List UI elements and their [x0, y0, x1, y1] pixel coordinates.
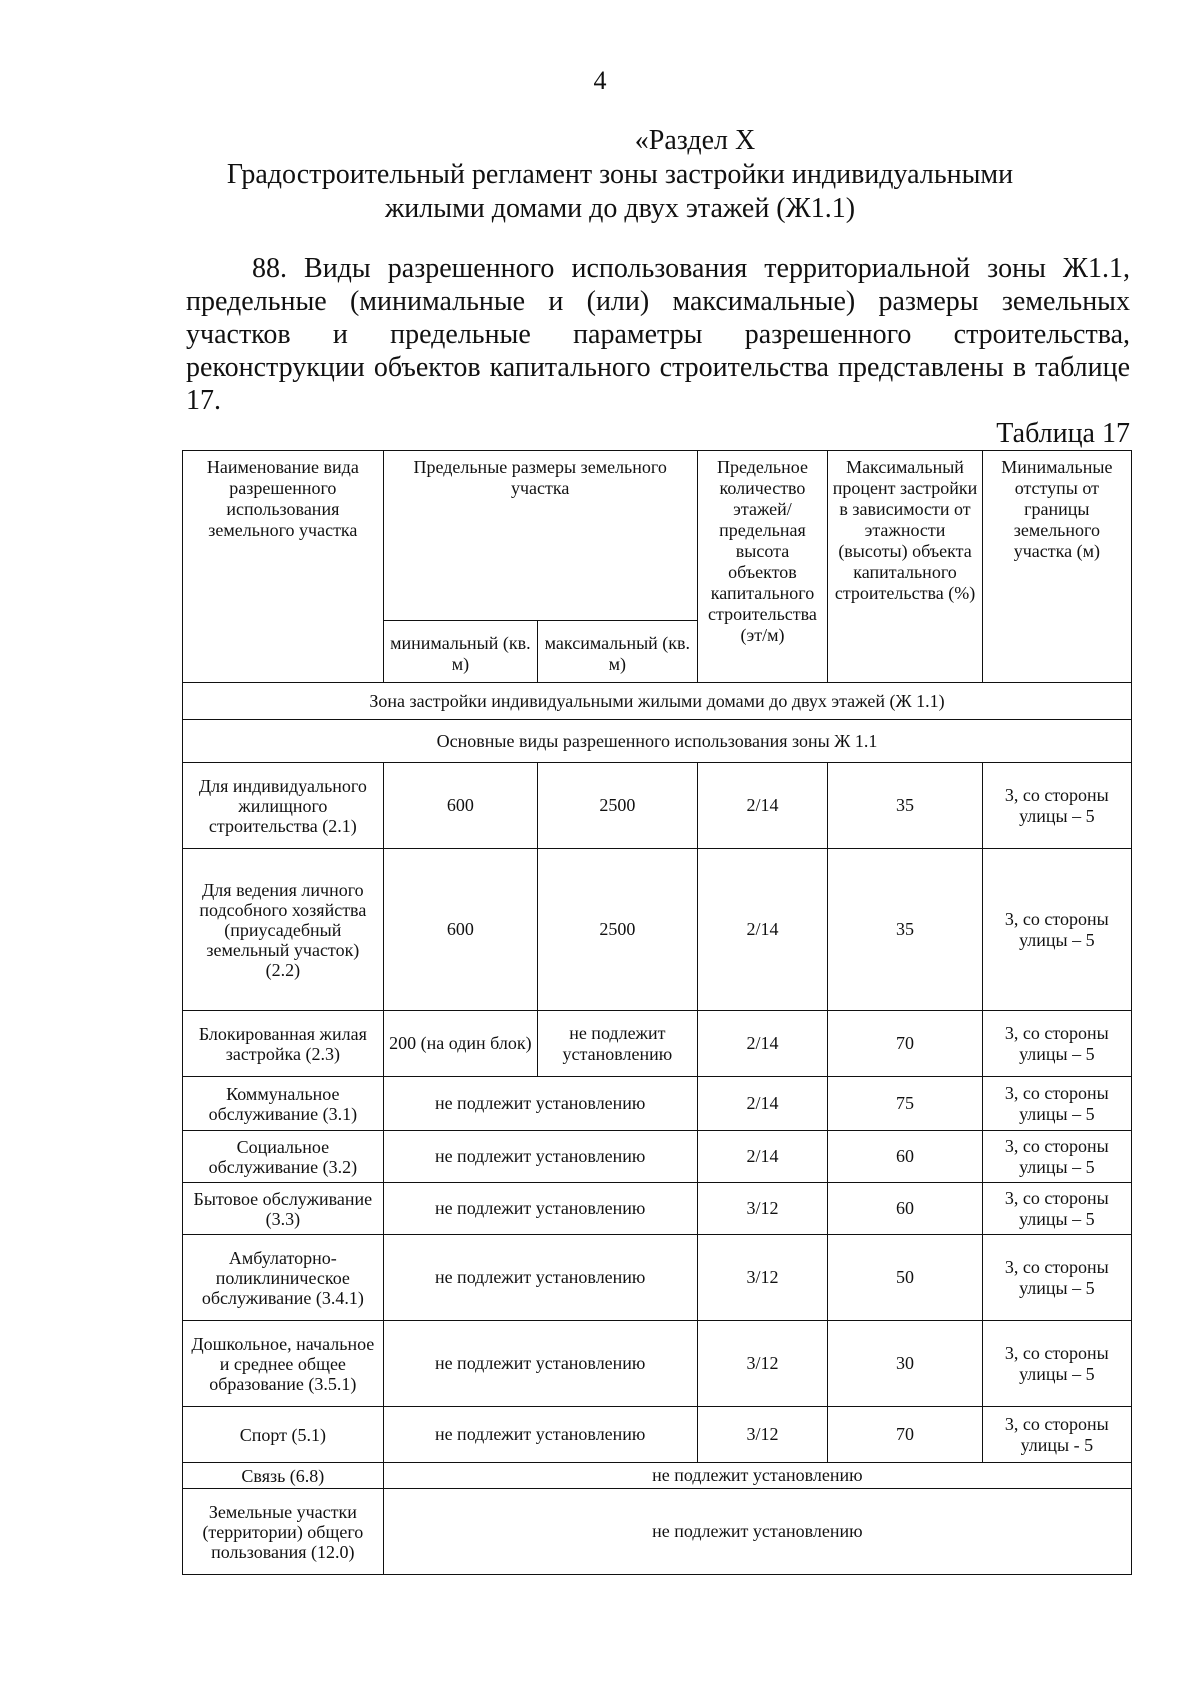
zone-row [183, 683, 1132, 720]
row-all-merged: не подлежит установлению [383, 1463, 1131, 1489]
header-percent: Максимальный процент застройки в зависимости от этажности (высоты) объекта капитального строительства (%) [828, 451, 982, 683]
page-number: 4 [593, 66, 607, 95]
header-setback: Минимальные отступы от границы земельного участка (м) [982, 451, 1131, 683]
row-name: Коммунальное обслуживание (3.1) [183, 1077, 384, 1131]
subzone-row [183, 720, 1132, 763]
table-header-row [183, 451, 1132, 621]
row-floors: 2/14 [697, 849, 828, 1011]
row-floors: 3/12 [697, 1407, 828, 1463]
intro-paragraph: 88. Виды разрешенного использования территориальной зоны Ж1.1, предельные (минимальные и (или) максимальные) размеры земельных участков и предельные параметры разрешенного строительства, реконструкции объектов капитального строительства представлены в таблице 17. [186, 253, 1130, 416]
row-percent: 75 [828, 1077, 982, 1131]
table-row [183, 1489, 1132, 1575]
row-setback: 3, со стороны улицы – 5 [982, 849, 1131, 1011]
table-row [183, 763, 1132, 849]
row-size-merged: не подлежит установлению [383, 1235, 697, 1321]
row-max: 2500 [538, 763, 698, 849]
row-name: Для ведения личного подсобного хозяйства (приусадебный земельный участок) (2.2) [183, 849, 384, 1011]
section-title: «Раздел X [634, 125, 756, 156]
row-min: 200 (на один блок) [383, 1011, 537, 1077]
row-floors: 3/12 [697, 1183, 828, 1235]
row-name: Связь (6.8) [183, 1463, 384, 1489]
table-row [183, 1183, 1132, 1235]
row-percent: 35 [828, 849, 982, 1011]
row-name: Дошкольное, начальное и среднее общее образование (3.5.1) [183, 1321, 384, 1407]
row-name: Социальное обслуживание (3.2) [183, 1131, 384, 1183]
header-floors: Предельное количество этажей/ предельная высота объектов капитального строительства (эт/м) [697, 451, 828, 683]
table-row [183, 1131, 1132, 1183]
row-percent: 70 [828, 1011, 982, 1077]
header-plot-size: Предельные размеры земельного участка [383, 451, 697, 621]
row-name: Земельные участки (территории) общего пользования (12.0) [183, 1489, 384, 1575]
row-floors: 2/14 [697, 1077, 828, 1131]
row-max: 2500 [538, 849, 698, 1011]
row-percent: 50 [828, 1235, 982, 1321]
table-caption: Таблица 17 [996, 418, 1130, 449]
header-max: максимальный (кв. м) [538, 621, 698, 683]
row-floors: 2/14 [697, 1011, 828, 1077]
row-name: Блокированная жилая застройка (2.3) [183, 1011, 384, 1077]
table-row [183, 1235, 1132, 1321]
row-setback: 3, со стороны улицы – 5 [982, 1011, 1131, 1077]
section-heading [190, 124, 1050, 226]
row-percent: 35 [828, 763, 982, 849]
regulation-table [182, 450, 1132, 1575]
row-setback: 3, со стороны улицы – 5 [982, 763, 1131, 849]
row-size-merged: не подлежит установлению [383, 1321, 697, 1407]
row-setback: 3, со стороны улицы - 5 [982, 1407, 1131, 1463]
row-setback: 3, со стороны улицы – 5 [982, 1183, 1131, 1235]
row-floors: 2/14 [697, 1131, 828, 1183]
row-floors: 3/12 [697, 1235, 828, 1321]
row-min: 600 [383, 849, 537, 1011]
header-name: Наименование вида разрешенного использования земельного участка [183, 451, 384, 683]
row-name: Для индивидуального жилищного строительства (2.1) [183, 763, 384, 849]
row-setback: 3, со стороны улицы – 5 [982, 1131, 1131, 1183]
zone-title: Зона застройки индивидуальными жилыми домами до двух этажей (Ж 1.1) [183, 683, 1132, 720]
row-min: 600 [383, 763, 537, 849]
row-size-merged: не подлежит установлению [383, 1407, 697, 1463]
row-name: Спорт (5.1) [183, 1407, 384, 1463]
row-percent: 60 [828, 1131, 982, 1183]
row-percent: 60 [828, 1183, 982, 1235]
table-row [183, 1011, 1132, 1077]
row-size-merged: не подлежит установлению [383, 1131, 697, 1183]
row-floors: 2/14 [697, 763, 828, 849]
row-setback: 3, со стороны улицы – 5 [982, 1235, 1131, 1321]
row-size-merged: не подлежит установлению [383, 1183, 697, 1235]
row-all-merged: не подлежит установлению [383, 1489, 1131, 1575]
row-size-merged: не подлежит установлению [383, 1077, 697, 1131]
section-subtitle: Градостроительный регламент зоны застройки индивидуальными жилыми домами до двух этажей (Ж1.1) [226, 159, 1014, 224]
table-row [183, 849, 1132, 1011]
row-percent: 30 [828, 1321, 982, 1407]
row-name: Бытовое обслуживание (3.3) [183, 1183, 384, 1235]
row-setback: 3, со стороны улицы – 5 [982, 1321, 1131, 1407]
table-row [183, 1077, 1132, 1131]
header-min: минимальный (кв. м) [383, 621, 537, 683]
row-max: не подлежит установлению [538, 1011, 698, 1077]
table-row [183, 1463, 1132, 1489]
row-name: Амбулаторно-поликлиническое обслуживание (3.4.1) [183, 1235, 384, 1321]
subzone-title: Основные виды разрешенного использования зоны Ж 1.1 [183, 720, 1132, 763]
row-floors: 3/12 [697, 1321, 828, 1407]
table-row [183, 1321, 1132, 1407]
row-percent: 70 [828, 1407, 982, 1463]
table-row [183, 1407, 1132, 1463]
row-setback: 3, со стороны улицы – 5 [982, 1077, 1131, 1131]
